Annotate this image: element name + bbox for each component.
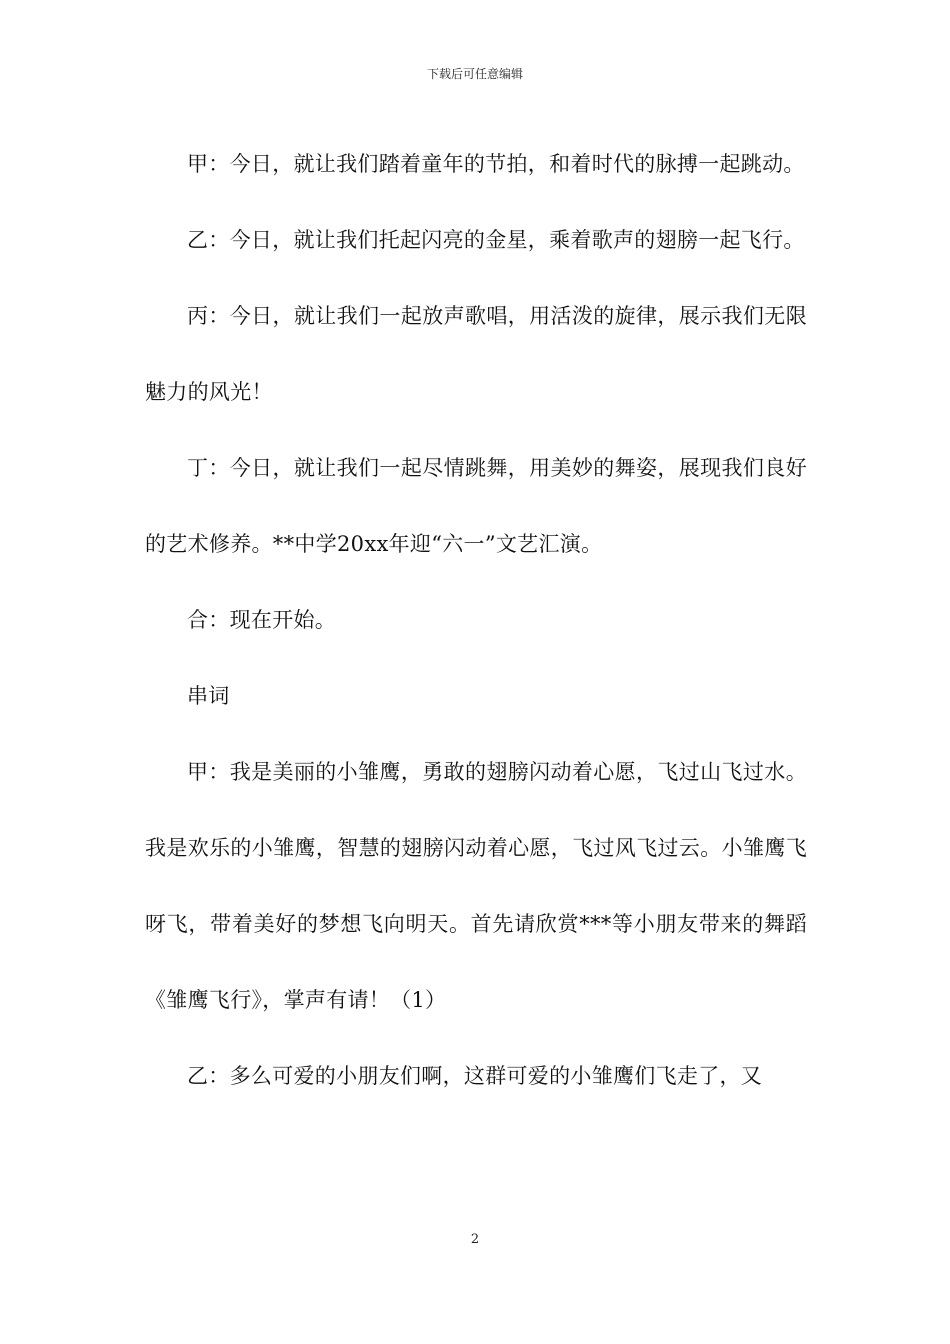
paragraph-bing-opening: 丙：今日，就让我们一起放声歌唱，用活泼的旋律，展示我们无限魅力的风光！ xyxy=(145,304,807,404)
page-header: 下载后可任意编辑 xyxy=(426,67,523,81)
paragraph-yi-chuanci: 乙：多么可爱的小朋友们啊，这群可爱的小雏鹰们飞走了，又 xyxy=(187,1064,763,1088)
page-number: 2 xyxy=(470,1232,480,1247)
paragraph-ding-opening: 丁：今日，就让我们一起尽情跳舞，用美妙的舞姿，展现我们良好的艺术修养。**中学20xx年迎“六一”文艺汇演。 xyxy=(145,456,807,556)
document-body xyxy=(145,126,807,1114)
paragraph-together: 合：现在开始。 xyxy=(187,608,337,632)
paragraph-yi-opening: 乙：今日，就让我们托起闪亮的金星，乘着歌声的翅膀一起飞行。 xyxy=(187,228,805,252)
section-heading-chuanci: 串词 xyxy=(187,684,230,708)
paragraph-jia-opening: 甲：今日，就让我们踏着童年的节拍，和着时代的脉搏一起跳动。 xyxy=(187,152,805,176)
paragraph-jia-chuanci: 甲：我是美丽的小雏鹰，勇敢的翅膀闪动着心愿，飞过山飞过水。我是欢乐的小雏鹰，智慧的翅膀闪动着心愿，飞过风飞过云。小雏鹰飞呀飞，带着美好的梦想飞向明天。首先请欣赏***等小朋友带来的舞蹈《雏鹰飞行》，掌声有请！（1） xyxy=(145,760,807,1012)
